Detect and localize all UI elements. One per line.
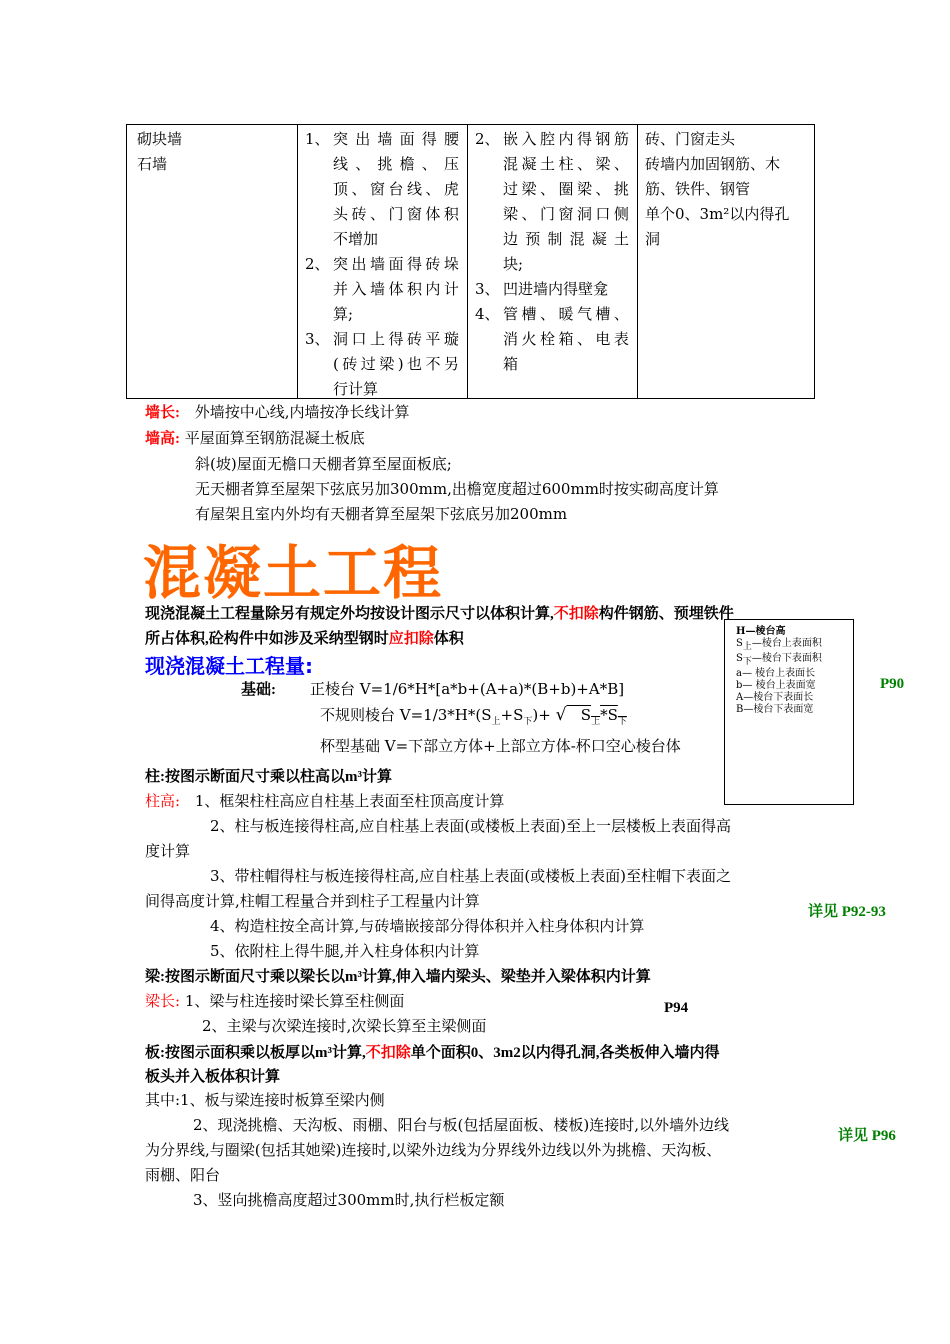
deduct-item-text: 混 凝 土 柱 、 梁 、 (503, 155, 629, 173)
intro-highlight: 不扣除 (553, 606, 599, 622)
deduct-item-text: 块; (503, 255, 524, 273)
legend-line: a— 棱台上表面长 (736, 668, 816, 679)
beam-length-label: 梁长: (145, 992, 181, 1010)
wall-type-label: 石墙 (137, 155, 168, 173)
wall-length-line (145, 401, 410, 422)
no-deduct-item-text: 洞 (645, 230, 661, 248)
intro-highlight: 应扣除 (388, 631, 434, 647)
no-increase-item-text: 行计算 (333, 380, 379, 398)
no-increase-item-text: 并 入 墙 体 积 内 计 (333, 280, 459, 298)
no-increase-item-text: 头 砖 、 门 窗 体 积 (333, 205, 459, 223)
intro-text: 构件钢筋、预埋铁件 (598, 606, 734, 622)
no-increase-item-text: 突 出 墙 面 得 砖 垛 (333, 255, 459, 273)
concrete-intro-line-2 (145, 627, 464, 648)
column-rule: 度计算 (145, 842, 191, 860)
page-ref-p92-93: 详见 P92-93 (808, 904, 886, 920)
item-number: 4、 (475, 305, 500, 323)
slab-heading-text: 板:按图示面积乘以板厚以m³计算, (145, 1045, 366, 1061)
wall-height-text: 有屋架且室内外均有天棚者算至屋架下弦底另加200mm (195, 505, 568, 523)
beam-heading: 梁:按图示断面尺寸乘以梁长以m³计算,伸入墙内梁头、梁垫并入梁体积内计算 (145, 969, 651, 985)
section-title: 混凝土工程 (143, 539, 444, 607)
wall-length-label: 墙长: (145, 405, 180, 421)
no-increase-item-text: 算; (333, 305, 354, 323)
item-number: 2、 (305, 255, 330, 273)
column-rule: 3、带柱帽得柱与板连接得柱高,应自柱基上表面(或楼板上表面)至柱帽下表面之 (210, 867, 732, 885)
slab-rule: 3、竖向挑檐高度超过300mm时,执行栏板定额 (193, 1191, 505, 1209)
intro-text: 现浇混凝土工程量除另有规定外均按设计图示尺寸以体积计算, (145, 606, 554, 622)
page-ref-p94: P94 (664, 1000, 689, 1016)
foundation-label: 基础: (241, 682, 276, 698)
intro-text: 体积 (433, 631, 464, 647)
table-divider (297, 125, 298, 398)
column-rule: 5、依附柱上得牛腿,并入柱身体积内计算 (210, 942, 480, 960)
no-deduct-item-text: 筋、铁件、钢管 (645, 180, 751, 198)
legend-line: b— 棱台上表面宽 (736, 680, 816, 691)
section-subtitle: 现浇混凝土工程量: (145, 654, 313, 678)
slab-heading-line-2: 板头并入板体积计算 (145, 1069, 281, 1085)
legend-line: $S_上—$棱台上表面积 (736, 638, 822, 652)
column-rule: 2、柱与板连接得柱高,应自柱基上表面(或楼板上表面)至上一层楼板上表面得高 (210, 817, 732, 835)
deduct-item-text: 梁 、 门 窗 洞 口 侧 (503, 205, 629, 223)
no-increase-item-text: 洞 口 上 得 砖 平 璇 (333, 330, 459, 348)
no-increase-item-text: 突 出 墙 面 得 腰 (333, 130, 459, 148)
deduct-item-text: 管 槽 、 暖 气 槽 、 (503, 305, 629, 323)
wall-length-text: 外墙按中心线,内墙按净长线计算 (194, 403, 410, 421)
item-number: 1、 (305, 130, 330, 148)
intro-text: 所占体积,砼构件中如涉及采纳型钢时 (145, 631, 389, 647)
legend-line: $S_下—$棱台下表面积 (736, 653, 822, 667)
wall-height-label: 墙高: (145, 431, 180, 447)
no-increase-item-text: 线 、 挑 檐 、 压 (333, 155, 459, 173)
no-increase-item-text: ( 砖 过 梁 ) 也 不 另 (333, 355, 459, 373)
table-divider (637, 125, 638, 398)
page-ref-p96: 详见 P96 (838, 1128, 896, 1144)
frustum-legend-box (724, 619, 854, 805)
slab-rule: 为分界线,与圈梁(包括其她梁)连接时,以梁外边线为分界线外边线以外为挑檐、天沟板、 (145, 1141, 722, 1159)
column-rule: 间得高度计算,柱帽工程量合并到柱子工程量内计算 (145, 892, 480, 910)
concrete-intro-line-1 (145, 602, 734, 623)
legend-line: B—棱台下表面宽 (736, 704, 814, 715)
no-increase-item-text: 顶 、 窗 台 线 、 虎 (333, 180, 459, 198)
wall-height-text: 平屋面算至钢筋混凝土板底 (184, 429, 365, 447)
deduct-item-text: 边 预 制 混 凝 土 (503, 230, 629, 248)
beam-length-line (145, 990, 404, 1011)
slab-rule: 其中:1、板与梁连接时板算至梁内侧 (145, 1091, 385, 1109)
deduct-item-text: 嵌 入 腔 内 得 钢 筋 (503, 130, 629, 148)
slab-rule: 2、现浇挑檐、天沟板、雨棚、阳台与板(包括屋面板、楼板)连接时,以外墙外边线 (193, 1116, 730, 1134)
beam-rule: 1、梁与柱连接时梁长算至柱侧面 (184, 992, 405, 1010)
frustum-formula: 正棱台 V=1/6*H*[a*b+(A+a)*(B+b)+A*B] (310, 680, 625, 698)
slab-rule: 雨棚、阳台 (145, 1166, 221, 1184)
wall-deduction-table (126, 124, 815, 399)
legend-line: A—棱台下表面长 (736, 692, 814, 703)
wall-type-label: 砌块墙 (137, 130, 183, 148)
item-number: 2、 (475, 130, 500, 148)
page-ref-p90: P90 (880, 676, 905, 692)
slab-heading-highlight: 不扣除 (365, 1045, 411, 1061)
deduct-item-text: 凹进墙内得壁龛 (503, 280, 609, 298)
item-number: 3、 (305, 330, 330, 348)
column-height-line (145, 790, 504, 811)
column-height-label: 柱高: (145, 792, 181, 810)
deduct-item-text: 消 火 栓 箱 、 电 表 (503, 330, 629, 348)
no-deduct-item-text: 单个0、3m²以内得孔 (645, 205, 790, 223)
cup-foundation-formula: 杯型基础 V=下部立方体+上部立方体-杯口空心棱台体 (320, 737, 681, 755)
irregular-frustum-formula: 不规则棱台 $V=1/3*H*(S_上+S_下)+$ √ $S_上*S_下$ (320, 705, 627, 727)
column-heading: 柱:按图示断面尺寸乘以柱高以m³计算 (145, 769, 392, 785)
item-number: 3、 (475, 280, 500, 298)
slab-heading-text: 单个面积0、3m2以内得孔洞,各类板伸入墙内得 (410, 1045, 720, 1061)
wall-height-text: 无天棚者算至屋架下弦底另加300mm,出檐宽度超过600mm时按实砌高度计算 (195, 480, 719, 498)
no-increase-item-text: 不增加 (333, 230, 379, 248)
deduct-item-text: 箱 (503, 355, 519, 373)
column-rule: 1、框架柱柱高应自柱基上表面至柱顶高度计算 (194, 792, 505, 810)
beam-rule: 2、主梁与次梁连接时,次梁长算至主梁侧面 (202, 1017, 487, 1035)
wall-height-text: 斜(坡)屋面无檐口天棚者算至屋面板底; (195, 455, 452, 473)
wall-height-line (145, 427, 365, 448)
deduct-item-text: 过 梁 、 圈 梁 、 挑 (503, 180, 629, 198)
slab-heading-line-1 (145, 1041, 720, 1062)
column-rule: 4、构造柱按全高计算,与砖墙嵌接部分得体积并入柱身体积内计算 (210, 917, 645, 935)
no-deduct-item-text: 砖、门窗走头 (645, 130, 736, 148)
legend-line: H—棱台高 (736, 626, 786, 637)
no-deduct-item-text: 砖墙内加固钢筋、木 (645, 155, 781, 173)
table-divider (467, 125, 468, 398)
